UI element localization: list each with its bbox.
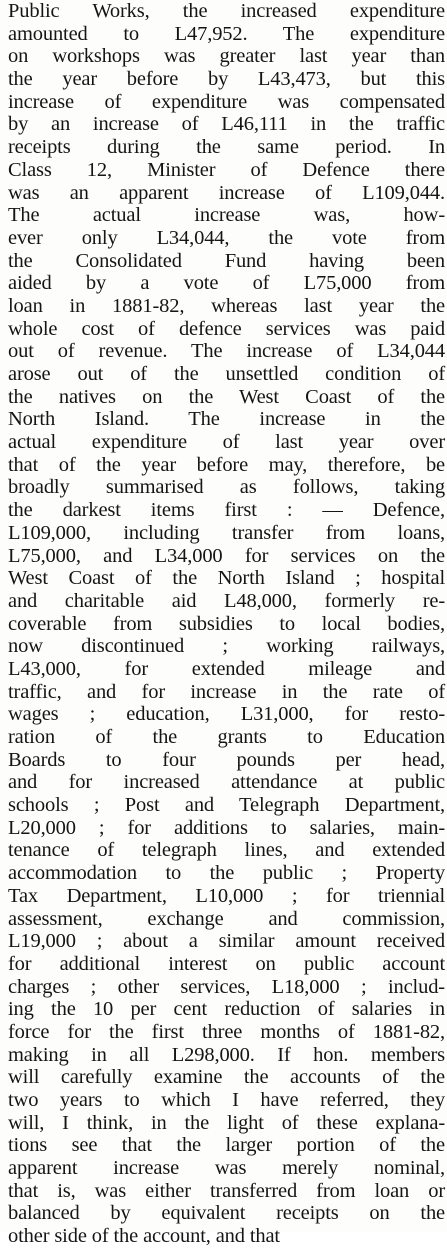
text-line: loan in 1881-82, whereas last year the <box>8 294 445 317</box>
text-line: receipts during the same period. In <box>8 136 445 159</box>
text-line: L20,000 ; for additions to salaries, main- <box>8 816 445 839</box>
text-line: Boards to four pounds per head, <box>8 748 445 771</box>
text-line: by an increase of L46,111 in the traffic <box>8 113 445 136</box>
text-line: out of revenue. The increase of L34,044 <box>8 340 445 363</box>
text-line: L43,000, for extended mileage and <box>8 657 445 680</box>
text-line: two years to which I have referred, they <box>8 1089 445 1111</box>
text-line: L19,000 ; about a similar amount received <box>8 930 445 953</box>
text-line: ration of the grants to Education <box>8 726 445 748</box>
text-line: the year before by L43,473, but this <box>8 68 445 91</box>
text-line: the natives on the West Coast of the <box>8 385 445 408</box>
text-line: and charitable aid L48,000, formerly re- <box>8 589 445 612</box>
text-line: Class 12, Minister of Defence there <box>8 158 445 181</box>
text-line: arose out of the unsettled condition of <box>8 363 445 385</box>
text-line: assessment, exchange and commission, <box>8 907 445 930</box>
text-line: making in all L298,000. If hon. members <box>8 1043 445 1066</box>
text-line: that of the year before may, therefore, be <box>8 453 445 476</box>
text-line: the Consolidated Fund having been <box>8 249 445 272</box>
text-line: schools ; Post and Telegraph Department, <box>8 794 445 817</box>
text-line: force for the first three months of 1881-82, <box>8 1020 445 1043</box>
text-line: the darkest items first : — Defence, <box>8 499 445 522</box>
text-line: North Island. The increase in the <box>8 408 445 431</box>
text-line: was an apparent increase of L109,044. <box>8 181 445 204</box>
text-line: L75,000, and L34,000 for services on the <box>8 544 445 567</box>
text-line: will carefully examine the accounts of the <box>8 1066 445 1089</box>
text-line: actual expenditure of last year over <box>8 431 445 454</box>
text-line: ever only L34,044, the vote from <box>8 226 445 249</box>
text-line: other side of the account, and that <box>8 1225 280 1248</box>
text-line: ing the 10 per cent reduction of salaries in <box>8 998 445 1021</box>
text-line: Public Works, the increased expenditure <box>8 0 445 22</box>
text-line: for additional interest on public account <box>8 952 445 975</box>
text-line: increase of expenditure was compensated <box>8 90 445 113</box>
text-line: traffic, and for increase in the rate of <box>8 680 445 703</box>
text-line: now discontinued ; working railways, <box>8 635 445 658</box>
text-line: West Coast of the North Island ; hospital <box>8 567 445 590</box>
text-line: balanced by equivalent receipts on the <box>8 1202 445 1225</box>
text-line: The actual increase was, how- <box>8 204 445 227</box>
text-line: accommodation to the public ; Property <box>8 862 445 885</box>
text-line: L109,000, including transfer from loans, <box>8 521 445 544</box>
text-line: aided by a vote of L75,000 from <box>8 272 445 295</box>
text-line: charges ; other services, L18,000 ; includ- <box>8 975 445 998</box>
text-line: tenance of telegraph lines, and extended <box>8 839 445 862</box>
text-line: will, I think, in the light of these explana- <box>8 1111 445 1134</box>
text-line: apparent increase was merely nominal, <box>8 1157 445 1180</box>
text-line: that is, was either transferred from loan or <box>8 1179 445 1202</box>
text-line: Tax Department, L10,000 ; for triennial <box>8 884 445 907</box>
text-line: on workshops was greater last year than <box>8 45 445 68</box>
text-line: wages ; education, L31,000, for resto- <box>8 703 445 726</box>
text-line: coverable from subsidies to local bodies, <box>8 612 445 635</box>
text-line: and for increased attendance at public <box>8 771 445 794</box>
text-line: whole cost of defence services was paid <box>8 317 445 340</box>
text-line: amounted to L47,952. The expenditure <box>8 22 445 45</box>
text-line: broadly summarised as follows, taking <box>8 476 445 499</box>
text-line: tions see that the larger portion of the <box>8 1134 445 1157</box>
